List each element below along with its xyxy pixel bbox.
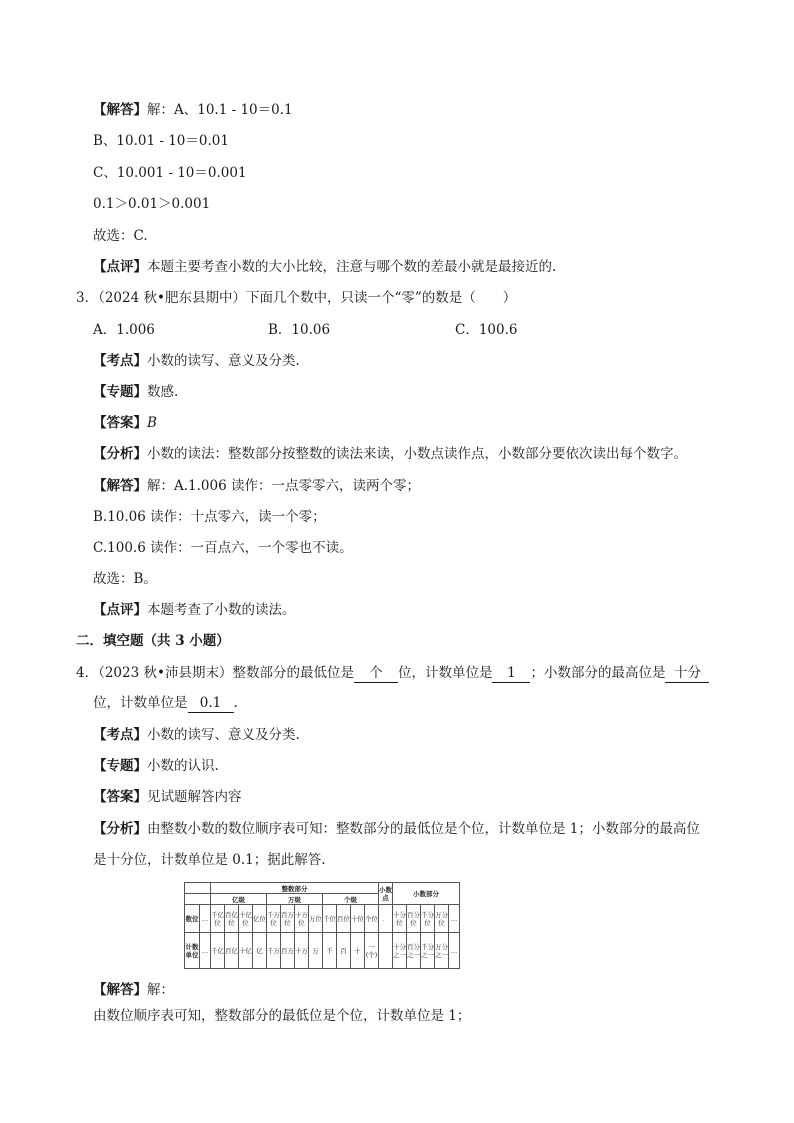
ge-level: 个级 [323, 894, 379, 905]
q4-fenxi [93, 819, 700, 839]
jieda-tag: 【解答】 [93, 102, 147, 118]
cell: 百分之一 [407, 933, 421, 969]
q4-fenxi-cont: 是十分位，计数单位是 0.1；据此解答. [93, 852, 326, 868]
row-label-digit: 数位 [185, 905, 200, 933]
cell: 一(个) [365, 933, 379, 969]
cell: 千 [323, 933, 337, 969]
cell: 万分位 [435, 905, 449, 933]
q4-jieda [93, 980, 174, 1000]
q3-jieda [93, 476, 420, 496]
kaodian-tag: 【考点】 [93, 727, 147, 743]
cell: 十万位 [295, 905, 309, 933]
q4-jieda-line: 由数位顺序表可知，整数部分的最低位是个位，计数单位是 1； [93, 1008, 471, 1024]
cell: 十亿位 [239, 905, 253, 933]
cell: 个位 [365, 905, 379, 933]
q2-jieda-line [93, 100, 293, 120]
cell: 十 [351, 933, 365, 969]
dianping-tag: 【点评】 [93, 259, 147, 275]
dianping-text: 本题主要考查小数的大小比较，注意与哪个数的差最小就是最接近的. [147, 259, 557, 275]
point-mark: ． [379, 905, 393, 933]
table-corner [185, 894, 211, 905]
jieda-text: 解： [147, 982, 174, 998]
daan-text: B [147, 415, 157, 431]
dec-part-header: 小数部分 [393, 883, 460, 905]
row-label-unit: 计数单位 [185, 933, 200, 969]
cell: 十亿 [239, 933, 253, 969]
ellipsis: … [449, 905, 460, 933]
fenxi-tag: 【分析】 [93, 821, 147, 837]
yi-level: 亿级 [211, 894, 267, 905]
daan-text: 见试题解答内容 [147, 789, 242, 805]
q2-dianping [93, 257, 556, 277]
cell: 百万 [281, 933, 295, 969]
q4-stem-part: 位，计数单位是 [397, 665, 493, 681]
q3-jieda-c: C.100.6 读作：一百点六，一个零也不读。 [93, 540, 353, 556]
ellipsis: … [200, 933, 211, 969]
kaodian-text: 小数的读写、意义及分类. [147, 353, 300, 369]
q4-stem-part: 位，计数单位是 [93, 695, 188, 711]
cell: 百位 [337, 905, 351, 933]
digit-row [185, 905, 460, 933]
q4-stem-part: . [233, 695, 238, 711]
fenxi-text: 由整数小数的数位顺序表可知：整数部分的最低位是个位，计数单位是 1；小数部分的最高位 [147, 821, 700, 837]
ellipsis: … [449, 933, 460, 969]
cell: 千万 [267, 933, 281, 969]
zhuanti-text: 小数的认识. [147, 758, 219, 774]
q4-stem [76, 663, 709, 683]
cell: 十分位 [393, 905, 407, 933]
q4-blank-2: 1 [492, 664, 530, 683]
q4-daan [93, 787, 242, 807]
cell: 千亿位 [211, 905, 225, 933]
point-header: 小数点 [379, 883, 393, 905]
cell: 百亿 [225, 933, 239, 969]
q2-compare: 0.1＞0.01＞0.001 [93, 196, 211, 212]
cell: 千亿 [211, 933, 225, 969]
fenxi-tag: 【分析】 [93, 446, 147, 462]
q3-option-a: A．1.006 [93, 322, 155, 338]
cell: 百亿位 [225, 905, 239, 933]
cell: 千分位 [421, 905, 435, 933]
kaodian-text: 小数的读写、意义及分类. [147, 727, 300, 743]
jieda-tag: 【解答】 [93, 478, 147, 494]
cell: 万分之一 [435, 933, 449, 969]
ellipsis: … [200, 905, 211, 933]
cell: 十万 [295, 933, 309, 969]
q4-stem-cont [93, 693, 238, 713]
cell: 十位 [351, 905, 365, 933]
wan-level: 万级 [267, 894, 323, 905]
zhuanti-tag: 【专题】 [93, 384, 147, 400]
cell: 千位 [323, 905, 337, 933]
cell: 百万位 [281, 905, 295, 933]
q4-blank-4: 0.1 [188, 694, 234, 713]
unit-row [185, 933, 460, 969]
q3-daan [93, 413, 157, 433]
point-mark [379, 933, 393, 969]
cell: 亿 [253, 933, 267, 969]
q4-stem-part: 4．（2023 秋•沛县期末）整数部分的最低位是 [76, 665, 354, 681]
q3-jieda-b: B.10.06 读作：十点零六，读一个零； [93, 509, 326, 525]
dianping-text: 本题考查了小数的读法。 [147, 602, 296, 618]
cell: 万 [309, 933, 323, 969]
kaodian-tag: 【考点】 [93, 353, 147, 369]
jieda-tag: 【解答】 [93, 982, 147, 998]
dianping-tag: 【点评】 [93, 602, 147, 618]
q4-kaodian [93, 725, 300, 745]
cell: 亿位 [253, 905, 267, 933]
q2-line-c: C、10.001 - 10＝0.001 [93, 165, 247, 181]
q4-blank-1: 个 [354, 664, 398, 683]
fenxi-text: 小数的读法：整数部分按整数的读法来读，小数点读作点，小数部分要依次读出每个数字。 [147, 446, 687, 462]
q2-choice: 故选：C. [93, 228, 148, 244]
jieda-text: 解：A、10.1 - 10＝0.1 [147, 102, 293, 118]
cell: 十分之一 [393, 933, 407, 969]
q4-blank-3: 十分 [665, 664, 709, 683]
q3-option-b: B．10.06 [268, 322, 331, 338]
q4-zhuanti [93, 756, 219, 776]
q4-stem-part: ；小数部分的最高位是 [530, 665, 666, 681]
q3-fenxi [93, 444, 687, 464]
q3-stem: 3．（2024 秋•肥东县期中）下面几个数中，只读一个“零”的数是（ ） [76, 290, 517, 306]
zhuanti-text: 数感. [147, 384, 179, 400]
q3-zhuanti [93, 382, 178, 402]
place-value-table [184, 882, 460, 969]
daan-tag: 【答案】 [93, 789, 147, 805]
q3-dianping [93, 600, 296, 620]
section-heading: 二．填空题（共 3 小题） [76, 633, 230, 649]
cell: 千万位 [267, 905, 281, 933]
q3-option-c: C．100.6 [455, 322, 518, 338]
q2-line-b: B、10.01 - 10＝0.01 [93, 133, 229, 149]
cell: 百分位 [407, 905, 421, 933]
q3-kaodian [93, 351, 300, 371]
cell: 万位 [309, 905, 323, 933]
cell: 百 [337, 933, 351, 969]
daan-tag: 【答案】 [93, 415, 147, 431]
cell: 千分之一 [421, 933, 435, 969]
zhuanti-tag: 【专题】 [93, 758, 147, 774]
jieda-text: 解：A.1.006 读作：一点零零六，读两个零； [147, 478, 420, 494]
int-part-header: 整数部分 [211, 883, 379, 894]
q3-choice: 故选：B。 [93, 571, 157, 587]
table-corner [185, 883, 211, 894]
